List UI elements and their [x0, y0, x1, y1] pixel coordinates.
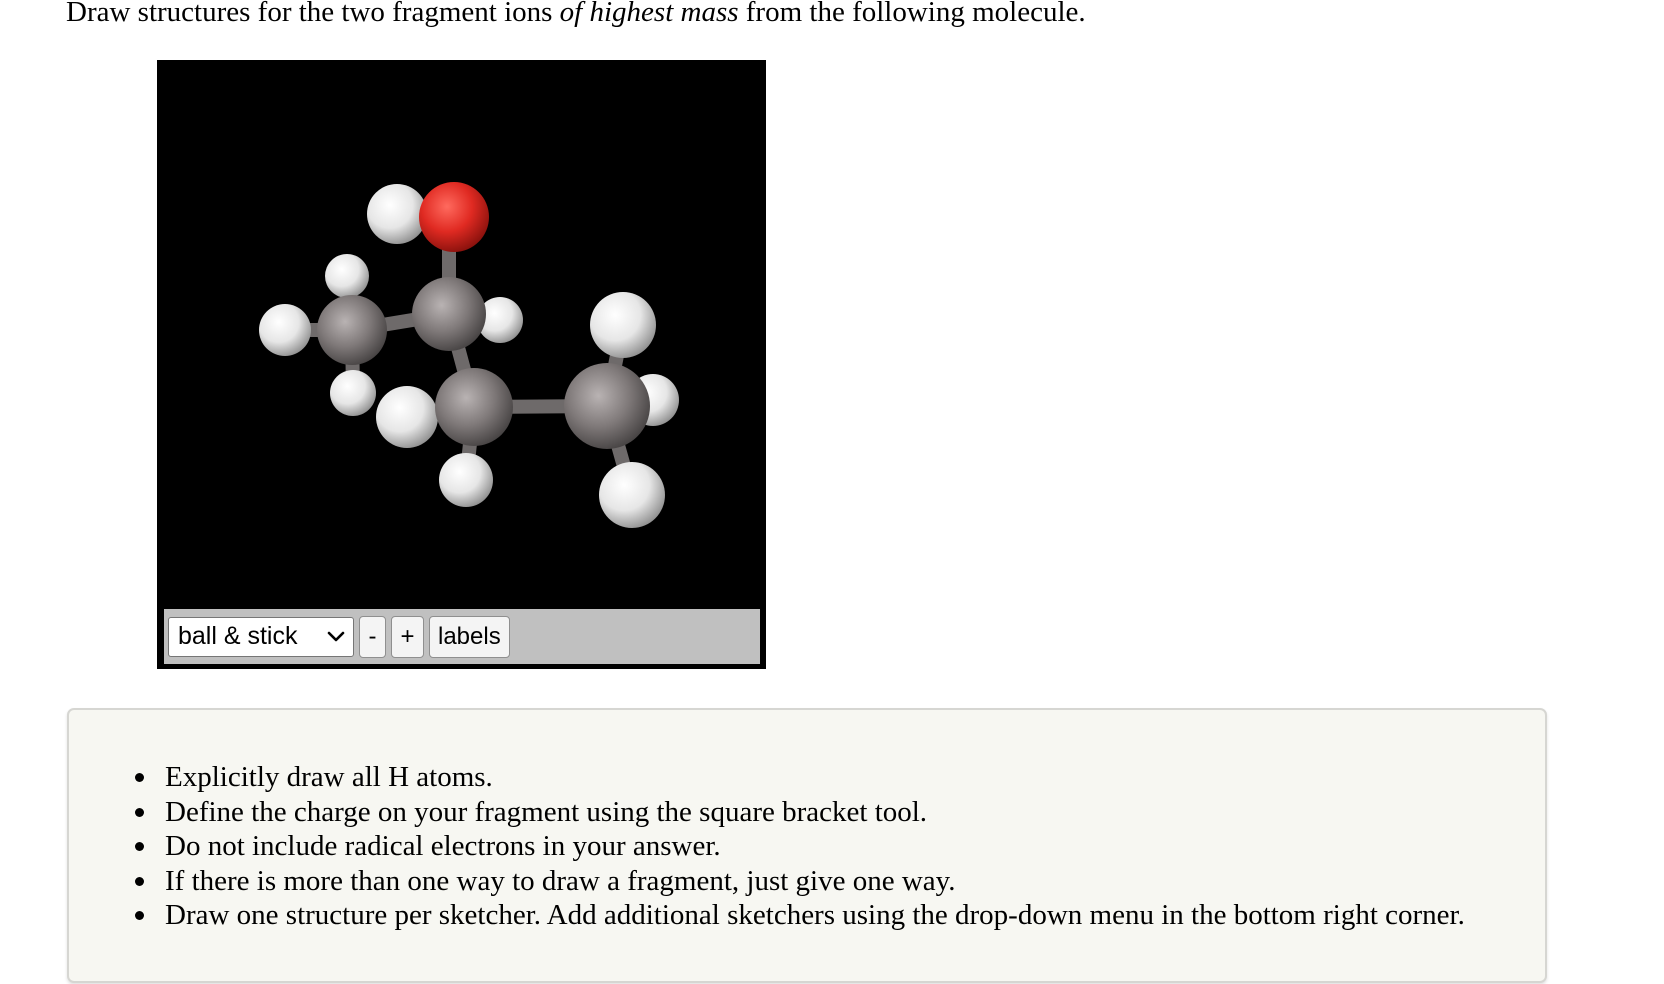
- instructions-list: [129, 760, 1465, 933]
- chevron-down-icon: [327, 630, 345, 644]
- carbon-atom: [564, 363, 650, 449]
- bullet-icon: [135, 877, 144, 886]
- carbon-atom: [317, 295, 387, 365]
- render-style-value: ball & stick: [178, 622, 298, 650]
- list-item: [129, 864, 1465, 899]
- bullet-icon: [135, 842, 144, 851]
- hydrogen-atom: [325, 254, 369, 298]
- hydrogen-atom: [599, 462, 665, 528]
- list-item: [129, 898, 1465, 933]
- carbon-atom: [412, 277, 486, 351]
- bullet-icon: [135, 773, 144, 782]
- molecule-3d-scene[interactable]: [157, 60, 766, 609]
- render-style-select[interactable]: [168, 617, 354, 657]
- viewer-toolbar: [164, 609, 760, 664]
- instruction-text: If there is more than one way to draw a fragment, just give one way.: [165, 864, 956, 897]
- labels-button[interactable]: labels: [429, 616, 510, 658]
- bullet-icon: [135, 808, 144, 817]
- bullet-icon: [135, 911, 144, 920]
- zoom-in-button[interactable]: +: [391, 616, 424, 658]
- hydrogen-atom: [376, 386, 438, 448]
- hydrogen-atom: [367, 184, 427, 244]
- carbon-atom: [435, 368, 513, 446]
- oxygen-atom: [419, 182, 489, 252]
- question-emphasis: of highest mass: [559, 0, 739, 28]
- question-text: [66, 0, 1086, 30]
- hydrogen-atom: [439, 453, 493, 507]
- molecule-viewer[interactable]: [157, 60, 766, 669]
- hydrogen-atom: [259, 304, 311, 356]
- atoms: [259, 182, 679, 528]
- list-item: [129, 760, 1465, 795]
- instruction-text: Draw one structure per sketcher. Add additional sketchers using the drop-down menu in the bottom right corner.: [165, 899, 1465, 931]
- instructions-panel: [67, 708, 1547, 983]
- list-item: [129, 795, 1465, 830]
- question-suffix: from the following molecule.: [738, 0, 1086, 28]
- question-prefix: Draw structures for the two fragment ions: [66, 0, 560, 28]
- hydrogen-atom: [330, 370, 376, 416]
- instruction-text: Do not include radical electrons in your answer.: [165, 830, 721, 862]
- hydrogen-atom: [590, 292, 656, 358]
- instruction-text: Explicitly draw all H atoms.: [165, 761, 493, 793]
- instruction-text: Define the charge on your fragment using the square bracket tool.: [165, 795, 928, 828]
- list-item: [129, 829, 1465, 864]
- zoom-out-button[interactable]: -: [359, 616, 386, 658]
